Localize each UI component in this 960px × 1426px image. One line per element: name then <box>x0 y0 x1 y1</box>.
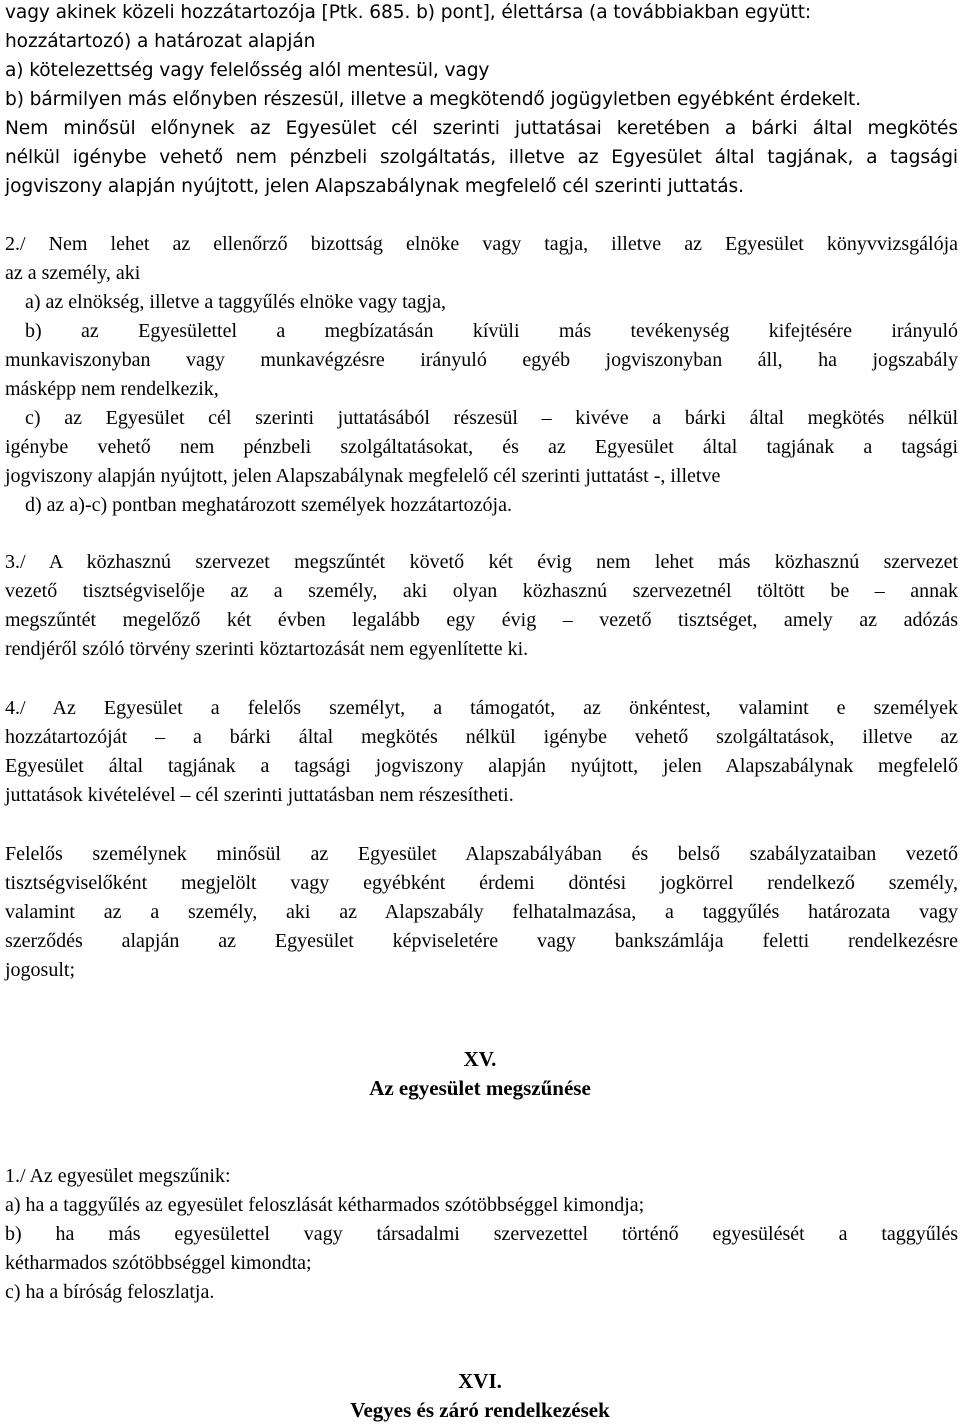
section-number: XVI. <box>458 1369 502 1393</box>
list-item: d) az a)-c) pontban meghatározott személyek hozzátartozója. <box>25 494 512 516</box>
text-line: Felelős személynek minősül az Egyesület Alapszabályában és belső szabályzataiban vezető <box>5 843 958 865</box>
text-line: másképp nem rendelkezik, <box>5 378 219 400</box>
text-line: Nem minősül előnynek az Egyesület cél szerinti juttatásai keretében a bárki által megkötés <box>5 118 958 139</box>
text-line: szerződés alapján az Egyesület képviseletére vagy bankszámlája feletti rendelkezésre <box>5 930 958 952</box>
text-line: hozzátartozó) a határozat alapján <box>5 31 316 52</box>
text-line: b) bármilyen más előnyben részesül, illetve a megkötendő jogügyletben egyébként érdekelt. <box>5 89 862 110</box>
text-line: munkaviszonyban vagy munkavégzésre irányuló egyéb jogviszonyban áll, ha jogszabály <box>5 349 958 371</box>
text-line: hozzátartozóját – a bárki által megkötés nélkül igénybe vehető szolgáltatások, illetve az <box>5 726 958 748</box>
section-title: Vegyes és záró rendelkezések <box>350 1398 610 1422</box>
text-line: jogosult; <box>5 959 76 981</box>
text-line: vezető tisztségviselője az a személy, aki olyan közhasznú szervezetnél töltött be – annak <box>5 580 958 602</box>
text-line: valamint az a személy, aki az Alapszabály felhatalmazása, a taggyűlés határozata vagy <box>5 901 958 923</box>
text-line: kétharmados szótöbbséggel kimondta; <box>5 1252 312 1274</box>
text-line: vagy akinek közeli hozzátartozója [Ptk. 685. b) pont], élettársa (a továbbiakban együtt: <box>5 2 812 23</box>
section-number: XV. <box>463 1047 497 1071</box>
list-item: c) az Egyesület cél szerinti juttatásából részesül – kivéve a bárki által megkötés nélkül <box>25 407 958 429</box>
text-line: nélkül igénybe vehető nem pénzbeli szolgáltatás, illetve az Egyesület által tagjának, a tagsági <box>5 147 958 168</box>
section-title: Az egyesület megszűnése <box>369 1076 591 1100</box>
list-item: a) az elnökség, illetve a taggyűlés elnöke vagy tagja, <box>25 291 446 313</box>
text-line: Egyesület által tagjának a tagsági jogviszony alapján nyújtott, jelen Alapszabálynak megfelelő <box>5 755 958 777</box>
text-line: tisztségviselőként megjelölt vagy egyébként érdemi döntési jogkörrel rendelkező személy, <box>5 872 958 894</box>
text-line: 2./ Nem lehet az ellenőrző bizottság elnöke vagy tagja, illetve az Egyesület könyvvizsgálója <box>5 233 958 255</box>
text-line: jogviszony alapján nyújtott, jelen Alapszabálynak megfelelő cél szerinti juttatás. <box>5 176 744 197</box>
text-line: 3./ A közhasznú szervezet megszűntét követő két évig nem lehet más közhasznú szervezet <box>5 551 958 573</box>
list-item: c) ha a bíróság feloszlatja. <box>5 1281 215 1303</box>
list-item: a) ha a taggyűlés az egyesület feloszlását kétharmados szótöbbséggel kimondja; <box>5 1194 645 1216</box>
text-line: a) kötelezettség vagy felelősség alól mentesül, vagy <box>5 60 490 81</box>
text-line: 4./ Az Egyesület a felelős személyt, a támogatót, az önkéntest, valamint e személyek <box>5 697 958 719</box>
text-line: igénybe vehető nem pénzbeli szolgáltatásokat, és az Egyesület által tagjának a tagsági <box>5 436 958 458</box>
text-line: megszűntét megelőző két évben legalább egy évig – vezető tisztséget, amely az adózás <box>5 609 958 631</box>
text-line: jogviszony alapján nyújtott, jelen Alapszabálynak megfelelő cél szerinti juttatást -, illetve <box>5 465 721 487</box>
list-item: b) ha más egyesülettel vagy társadalmi szervezettel történő egyesülését a taggyűlés <box>5 1223 958 1245</box>
text-line: 1./ Az egyesület megszűnik: <box>5 1165 231 1187</box>
text-line: az a személy, aki <box>5 262 141 284</box>
text-line: rendjéről szóló törvény szerinti köztartozását nem egyenlítette ki. <box>5 638 529 660</box>
list-item: b) az Egyesülettel a megbízatásán kívüli más tevékenység kifejtésére irányuló <box>25 320 958 342</box>
text-line: juttatások kivételével – cél szerinti juttatásban nem részesítheti. <box>5 784 514 806</box>
